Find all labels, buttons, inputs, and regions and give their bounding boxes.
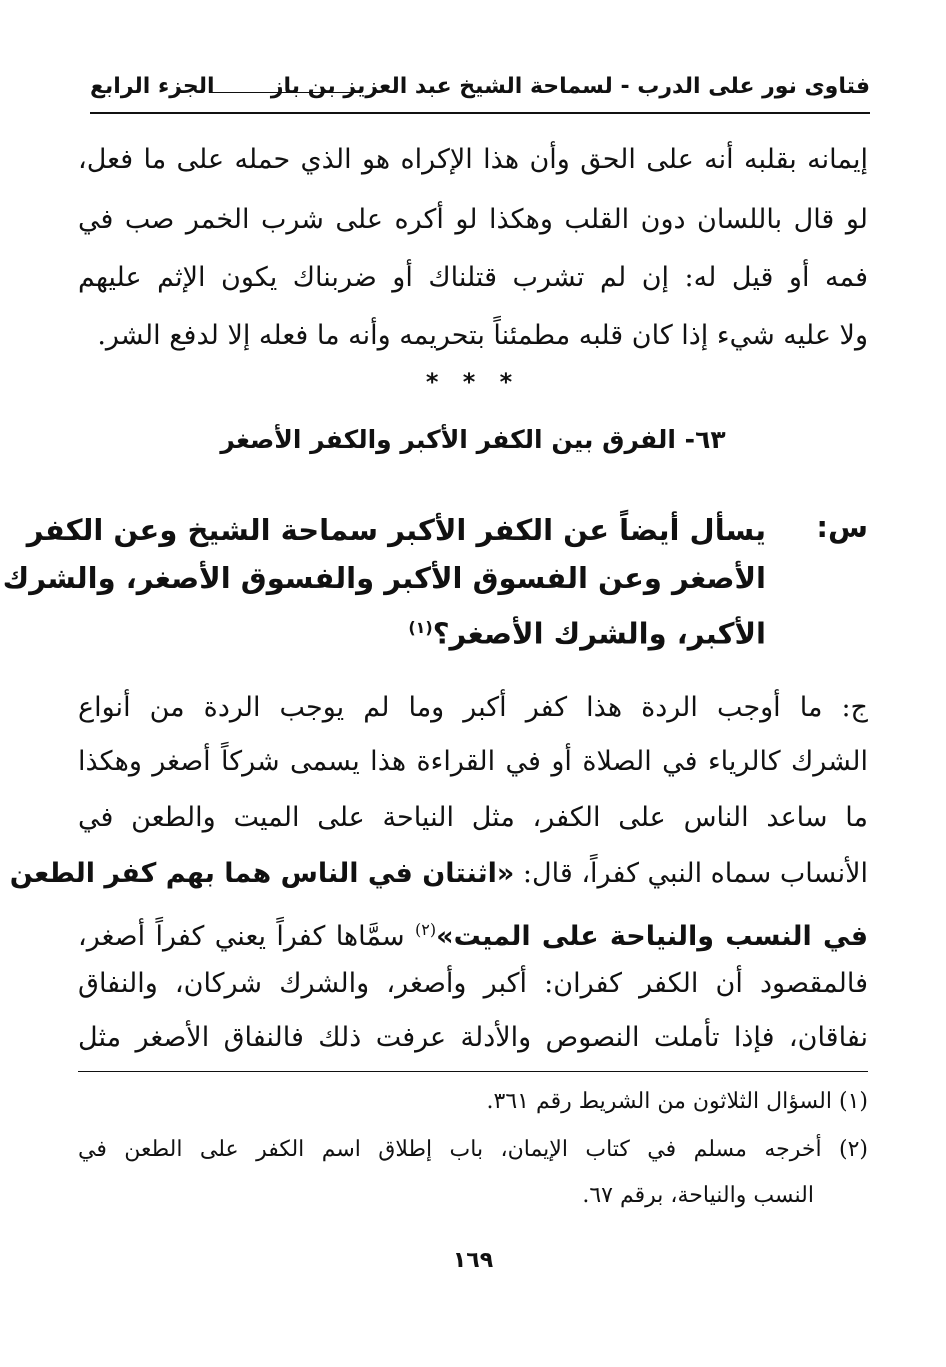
intro-line-1: إيمانه بقلبه أنه على الحق وأن هذا الإكراه هو الذي حمله على ما فعل،	[78, 144, 868, 175]
question-line-2: الأصغر وعن الفسوق الأكبر والفسوق الأصغر، والشرك	[2, 561, 766, 595]
intro-line-3: فمه أو قيل له: إن لم تشرب قتلناك أو ضربناك يكون الإثم عليهم	[78, 262, 868, 293]
answer-line-6: فالمقصود أن الكفر كفران: أكبر وأصغر، والشرك شركان، والنفاق	[78, 968, 868, 999]
question-line-3	[76, 606, 766, 652]
answer-line-5-plain: سمَّاها كفراً يعني كفراً أصغر،	[78, 921, 416, 952]
answer-line-4-plain: الأنساب سماه النبي كفراً، قال:	[514, 858, 868, 889]
hadith-quote-start: «اثنتان في الناس هما بهم كفر الطعن	[9, 858, 515, 889]
intro-line-2: لو قال باللسان دون القلب وهكذا لو أكره على شرب الخمر صب في	[78, 204, 868, 235]
footnote-ref-2: (٢)	[415, 920, 437, 939]
hadith-quote-end: في النسب والنياحة على الميت»	[436, 921, 868, 952]
answer-line-1: ج: ما أوجب الردة هذا كفر أكبر وما لم يوجب الردة من أنواع	[78, 692, 868, 723]
answer-line-3: ما ساعد الناس على الكفر، مثل النياحة على الميت والطعن في	[78, 802, 868, 833]
page-number: ١٦٩	[452, 1248, 494, 1273]
section-title: ٦٣- الفرق بين الكفر الأكبر والكفر الأصغر	[220, 425, 726, 454]
intro-line-4: ولا عليه شيء إذا كان قلبه مطمئناً بتحريمه وأنه ما فعله إلا لدفع الشر.	[97, 320, 868, 351]
header-volume: الجزء الرابع	[90, 74, 215, 99]
footnote-ref-1: (١)	[408, 618, 433, 637]
answer-line-7: نفاقان، فإذا تأملت النصوص والأدلة عرفت ذلك فالنفاق الأصغر مثل	[78, 1022, 868, 1053]
footnote-1: (١) السؤال الثلاثون من الشريط رقم ٣٦١.	[486, 1089, 868, 1114]
answer-line-5	[78, 910, 868, 952]
question-label: س:	[816, 510, 868, 544]
footnote-2-line-1: (٢) أخرجه مسلم في كتاب الإيمان، باب إطلاق اسم الكفر على الطعن في	[78, 1137, 868, 1162]
footnote-2-line-2: النسب والنياحة، برقم ٦٧.	[582, 1183, 814, 1208]
footnote-rule	[78, 1071, 868, 1072]
header-title: فتاوى نور على الدرب - لسماحة الشيخ عبد العزيز بن باز	[270, 74, 870, 99]
answer-line-4	[9, 854, 868, 896]
section-separator: * * *	[425, 368, 521, 396]
question-line-3-text: الأكبر، والشرك الأصغر؟	[432, 616, 766, 651]
running-header	[90, 72, 870, 114]
answer-line-2: الشرك كالرياء في الصلاة أو في القراءة هذا يسمى شركاً أصغر وهكذا	[78, 746, 868, 777]
header-rule	[210, 92, 360, 93]
question-line-1: يسأل أيضاً عن الكفر الأكبر سماحة الشيخ وعن الكفر	[26, 513, 766, 547]
